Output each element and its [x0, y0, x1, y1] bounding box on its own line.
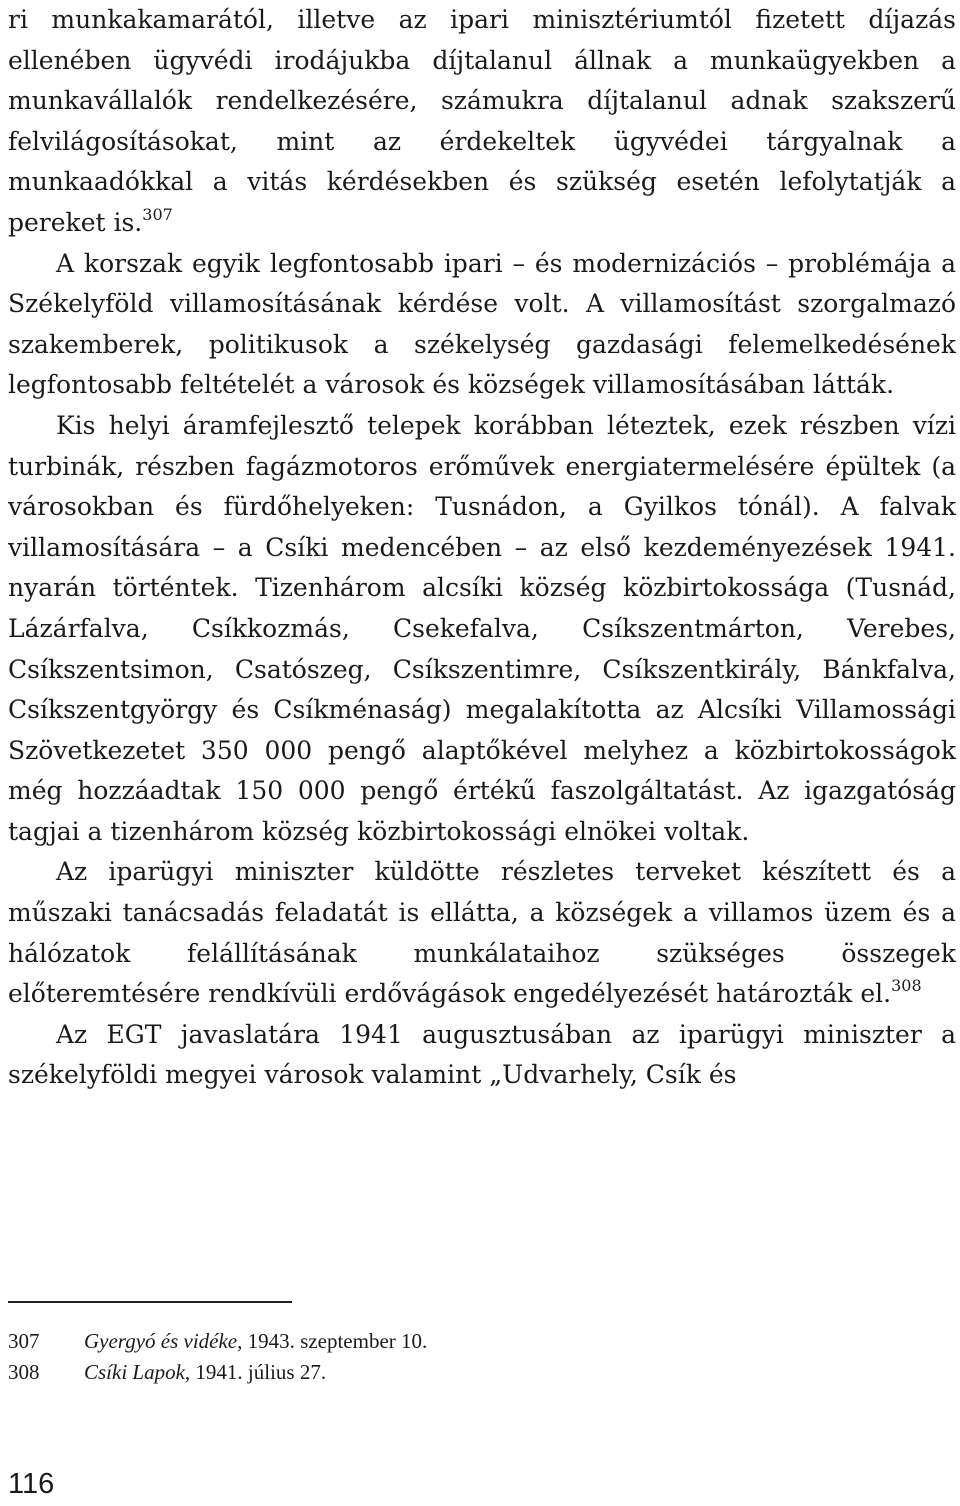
body-text: [8, 0, 956, 1096]
paragraph: [8, 244, 956, 406]
book-page: [8, 0, 956, 1506]
footnote-source: Gyergyó és vidéke,: [84, 1329, 243, 1353]
footnote-number: 307: [8, 1329, 40, 1353]
footnote-reference[interactable]: 307: [142, 204, 173, 224]
footnote-number: 308: [8, 1360, 40, 1384]
footnote-308: [8, 1357, 956, 1388]
page-number: 116: [8, 1468, 55, 1500]
footnotes: [8, 1326, 956, 1388]
paragraph-text: Az EGT javaslatára 1941 augusztusában az iparügyi miniszter a székelyföldi megyei városok valamint „Udvarhely, Csík és: [8, 1019, 956, 1090]
footnote-307: [8, 1326, 956, 1357]
paragraph-text: Kis helyi áramfejlesztő telepek korábban léteztek, ezek részben vízi turbinák, részben fagázmotoros erőművek energiatermelésére épültek (a városokban és fürdőhelyeken: Tusnádon, a Gyilkos tónál). A falvak villamosítására – a Csíki medencében – az első kezdeményezések 1941. nyarán történtek. Tizenhárom alcsíki község közbirtokossága (Tusnád, Lázárfalva, Csíkkozmás, Csekefalva, Csíkszentmárton, Verebes, Csíkszentsimon, Csatószeg, Csíkszentimre, Csíkszentkirály, Bánkfalva, Csíkszentgyörgy és Csíkménaság) megalakította az Alcsíki Villamossági Szövetkezetet 350 000 pengő alaptőkével melyhez a közbirtokosságok még hozzáadtak 150 000 pengő értékű faszolgáltatást. Az igazgatóság tagjai a tizenhárom község közbirtokossági elnökei voltak.: [8, 410, 956, 846]
paragraph: [8, 406, 956, 853]
paragraph: [8, 0, 956, 244]
footnote-date: 1943. szeptember 10.: [242, 1329, 428, 1353]
paragraph-text: Az iparügyi miniszter küldötte részletes terveket készített és a műszaki tanácsadás feladatát is ellátta, a községek a villamos üzem és a hálózatok felállításának munkálataihoz szükséges összegek előteremtésére rendkívüli erdővágások engedélyezését határozták el.: [8, 857, 956, 1009]
paragraph-text: A korszak egyik legfontosabb ipari – és modernizációs – problémája a Székelyföld villamosításának kérdése volt. A villamosítást szorgalmazó szakemberek, politikusok a székelység gazdasági felemelkedésének legfontosabb feltételét a városok és községek villamosításában látták.: [8, 248, 956, 400]
footnote-source: Csíki Lapok,: [84, 1360, 191, 1384]
footnote-date: 1941. július 27.: [190, 1360, 327, 1384]
footnote-divider: [8, 1301, 292, 1303]
paragraph: [8, 1015, 956, 1096]
paragraph: [8, 852, 956, 1014]
paragraph-text: ri munkakamarától, illetve az ipari minisztériumtól fizetett díjazás ellenében ügyvédi irodájukba díjtalanul állnak a munkaügyekben a munkavállalók rendelkezésére, számukra díjtalanul adnak szakszerű felvilágosításokat, mint az érdekeltek ügyvédei tárgyalnak a munkaadókkal a vitás kérdésekben és szükség esetén lefolytatják a pereket is.: [8, 5, 956, 237]
footnote-reference[interactable]: 308: [891, 975, 922, 995]
